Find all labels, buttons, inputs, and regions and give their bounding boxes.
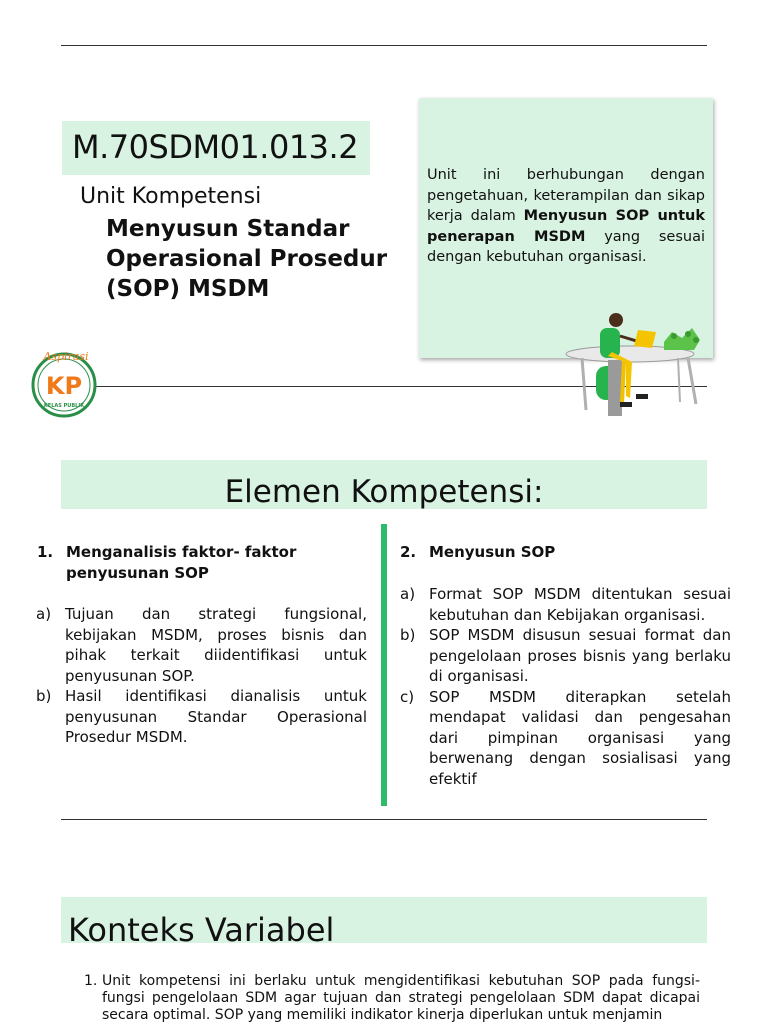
- criteria-text: SOP MSDM diterapkan setelah mendapat validasi dan pengesahan dari pimpinan organisasi yang berwenang dengan sosialisasi yang efektif: [429, 687, 731, 788]
- unit-label: Unit Kompetensi: [80, 184, 262, 209]
- criteria-label: c): [400, 687, 415, 706]
- list-item-number: 1.: [84, 973, 98, 989]
- unit-code: M.70SDM01.013.2: [62, 121, 370, 175]
- criteria-label: b): [400, 626, 416, 644]
- criteria-text: Tujuan dan strategi fungsional, kebijakan MSDM, proses bisnis dan pihak terkait diidentifikasi untuk penyusunan SOP.: [65, 605, 367, 685]
- logo-script-text: Aspirasi: [43, 350, 89, 363]
- kelas-publik-logo: [28, 348, 100, 418]
- element-1-number: 1.: [37, 543, 54, 561]
- bottom-rule: [61, 819, 707, 820]
- element-1-heading: [37, 542, 367, 586]
- konteks-variabel-heading: Konteks Variabel: [61, 897, 707, 943]
- logo-initials: KP: [45, 372, 83, 400]
- criteria-label: a): [36, 605, 52, 623]
- element-2-title: Menyusun SOP: [429, 543, 556, 561]
- konteks-list: [84, 973, 700, 1024]
- top-rule: [61, 45, 707, 46]
- column-divider: [381, 524, 387, 806]
- criteria-text: Hasil identifikasi dianalisis untuk penyusunan Standar Operasional Prosedur MSDM.: [65, 687, 367, 746]
- list-item: [84, 973, 700, 1024]
- description-text: [427, 165, 705, 268]
- criteria-item: [400, 625, 731, 687]
- person-at-desk-illustration: [560, 306, 710, 424]
- criteria-item: [400, 687, 731, 790]
- criteria-item: [400, 584, 731, 625]
- unit-title: Menyusun Standar Operasional Prosedur (SOP) MSDM: [106, 216, 388, 302]
- description-text-part-1: Unit ini berhubungan dengan pengetahuan, keterampilan dan sikap kerja dalam: [427, 167, 705, 224]
- description-text-bold: Menyusun SOP untuk penerapan MSDM: [427, 208, 705, 245]
- criteria-item: [36, 686, 367, 748]
- criteria-text: Format SOP MSDM ditentukan sesuai kebutuhan dan Kebijakan organisasi.: [429, 585, 731, 624]
- elemen-kompetensi-heading: Elemen Kompetensi:: [61, 460, 707, 509]
- list-item-text: Unit kompetensi ini berlaku untuk mengidentifikasi kebutuhan SOP pada fungsi-fungsi pengelolaan SDM agar tujuan dan strategi pengelolaan SDM dapat dicapai secara optimal. SOP yang memiliki indikator kinerja diperlukan untuk menjamin: [102, 973, 700, 1023]
- description-text-part-2: yang sesuai dengan kebutuhan organisasi.: [427, 228, 705, 265]
- element-1-criteria: [36, 604, 367, 748]
- criteria-text: SOP MSDM disusun sesuai format dan pengelolaan proses bisnis yang berlaku di organisasi.: [429, 626, 731, 685]
- element-2-heading: [400, 542, 731, 564]
- element-2-criteria: [400, 584, 731, 789]
- criteria-label: a): [400, 585, 416, 603]
- criteria-item: [36, 604, 367, 686]
- logo-caption: KELAS PUBLIK: [43, 403, 85, 409]
- element-1-title: Menganalisis faktor- faktor penyusunan SOP: [66, 543, 297, 582]
- criteria-label: b): [36, 687, 52, 705]
- element-2-number: 2.: [400, 543, 417, 561]
